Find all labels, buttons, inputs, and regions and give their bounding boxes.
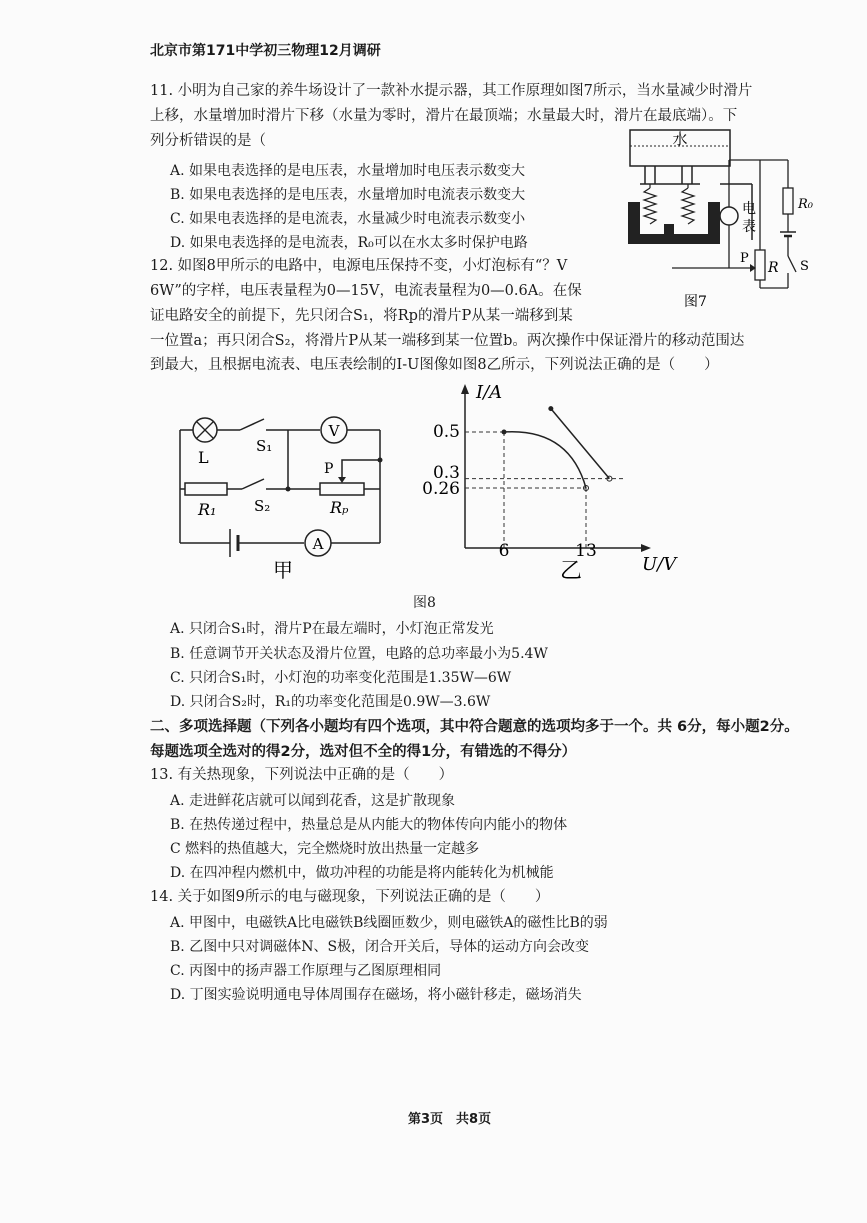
q13-option-a: A. 走进鲜花店就可以闻到花香，这是扩散现象 — [170, 793, 456, 809]
x-tick-6: 6 — [498, 541, 510, 561]
spring-left — [644, 188, 656, 224]
x-axis-label: U/V — [642, 554, 677, 575]
slide-resistor-r — [755, 250, 765, 280]
curve-point-a — [502, 430, 507, 435]
q11-option-a: A. 如果电表选择的是电压表，水量增加时电压表示数变大 — [170, 163, 526, 179]
q12-option-a: A. 只闭合S₁时，滑片P在最左端时，小灯泡正常发光 — [170, 621, 494, 637]
q14-option-a: A. 甲图中，电磁铁A比电磁铁B线圈匝数少，则电磁铁A的磁性比B的弱 — [170, 915, 608, 931]
base-block-right — [708, 202, 720, 244]
q11-line-2: 上移，水量增加时滑片下移（水量为零时，滑片在最顶端；水量最大时，滑片在最底端）。下 — [150, 108, 738, 124]
section-2-heading-line-2: 每题选项全选对的得2分，选对但不全的得1分，有错选的不得分） — [150, 744, 577, 760]
figure-8-graph — [420, 380, 680, 580]
q14-stem: 14. 关于如图9所示的电与磁现象，下列说法正确的是（ ） — [150, 889, 550, 905]
r0-resistor — [783, 188, 793, 214]
voltmeter-label: V — [328, 422, 340, 440]
water-label: 水 — [672, 130, 688, 148]
section-2-heading-line-1: 二、多项选择题（下列各小题均有四个选项，其中符合题意的选项均多于一个。共 6分，每小题2分。 — [150, 719, 799, 735]
resistor-r1 — [185, 483, 227, 495]
r1-label: R₁ — [198, 500, 217, 519]
meter-label-1: 电 — [742, 201, 756, 217]
y-tick-0.3: 0.3 — [432, 463, 460, 483]
switch-s2 — [242, 479, 264, 489]
q11-option-c: C. 如果电表选择的是电流表，水量减少时电流表示数变小 — [170, 211, 526, 227]
lamp-curve — [504, 432, 586, 488]
graph-caption: 乙 — [560, 559, 583, 580]
figure-7 — [620, 128, 820, 313]
switch-s — [788, 256, 796, 272]
q12-line-2: 6W”的字样，电压表量程为0—15V，电流表量程为0—0.6A。在保 — [150, 283, 582, 299]
q12-line-3: 证电路安全的前提下，先只闭合S₁，将Rp的滑片P从某一端移到某 — [150, 308, 573, 324]
page-header: 北京市第171中学初三物理12月调研 — [150, 43, 381, 59]
q11-line-3: 列分析错误的是（ — [150, 133, 266, 149]
ammeter-label: A — [312, 535, 324, 553]
line-point-start — [548, 406, 553, 411]
q13-option-b: B. 在热传递过程中，热量总是从内能大的物体传向内能小的物体 — [170, 817, 568, 833]
switch-s1 — [240, 419, 264, 430]
q12-option-b: B. 任意调节开关状态及滑片位置，电路的总功率最小为5.4W — [170, 646, 548, 662]
q14-option-b: B. 乙图中只对调磁体N、S极，闭合开关后，导体的运动方向会改变 — [170, 939, 590, 955]
y-tick-0.5: 0.5 — [432, 422, 460, 442]
water-surface — [630, 146, 730, 166]
r-label: R — [768, 260, 779, 276]
q12-option-c: C. 只闭合S₁时，小灯泡的功率变化范围是1.35W—6W — [170, 670, 512, 686]
x-tick-13: 13 — [575, 541, 597, 561]
q12-line-4: 一位置a；再只闭合S₂，将滑片P从某一端移到某一位置b。两次操作中保证滑片的移动范围达 — [150, 333, 745, 349]
s2-label: S₂ — [254, 497, 271, 515]
slider-p-label: P — [324, 461, 334, 477]
meter-label-2: 表 — [742, 219, 756, 235]
lamp-label: L — [198, 448, 209, 467]
graph-guides — [465, 432, 625, 548]
circuit-caption: 甲 — [273, 558, 293, 582]
q13-stem: 13. 有关热现象，下列说法中正确的是（ ） — [150, 767, 454, 783]
r1-line — [551, 409, 610, 479]
q12-option-d: D. 只闭合S₂时，R₁的功率变化范围是0.9W—3.6W — [170, 694, 491, 710]
spring-right — [682, 188, 694, 224]
figure-8-circuit — [170, 405, 395, 585]
s-label: S — [800, 259, 809, 274]
resistor-rp — [320, 483, 364, 495]
q12-line-5: 到最大，且根据电流表、电压表绘制的I-U图像如图8乙所示，下列说法正确的是（ ） — [150, 357, 719, 373]
y-axis-label: I/A — [476, 382, 503, 403]
graph-curves — [502, 406, 612, 490]
q11-option-d: D. 如果电表选择的是电流表，R₀可以在水太多时保护电路 — [170, 235, 528, 251]
figure-7-caption: 图7 — [684, 294, 707, 310]
q11-line-1: 11. 小明为自己家的养牛场设计了一款补水提示器，其工作原理如图7所示，当水量减少时滑片 — [150, 83, 753, 99]
figure-8-caption: 图8 — [413, 595, 436, 611]
q11-option-b: B. 如果电表选择的是电压表，水量增加时电流表示数变大 — [170, 187, 526, 203]
page-footer: 第3页 共8页 — [408, 1112, 492, 1127]
q14-option-c: C. 丙图中的扬声器工作原理与乙图原理相同 — [170, 963, 442, 979]
s1-label: S₁ — [256, 437, 273, 455]
rp-label: Rₚ — [330, 498, 349, 517]
r0-label: R₀ — [798, 197, 813, 212]
p-label: P — [740, 251, 749, 266]
y-tick-0.26: 0.26 — [422, 479, 460, 499]
q13-option-d: D. 在四冲程内燃机中，做功冲程的功能是将内能转化为机械能 — [170, 865, 554, 881]
q12-line-1: 12. 如图8甲所示的电路中，电源电压保持不变，小灯泡标有“？V — [150, 258, 568, 274]
q14-option-d: D. 丁图实验说明通电导体周围存在磁场，将小磁针移走，磁场消失 — [170, 987, 582, 1003]
q13-option-c: C 燃料的热值越大，完全燃烧时放出热量一定越多 — [170, 841, 480, 857]
meter-circle — [720, 207, 738, 225]
